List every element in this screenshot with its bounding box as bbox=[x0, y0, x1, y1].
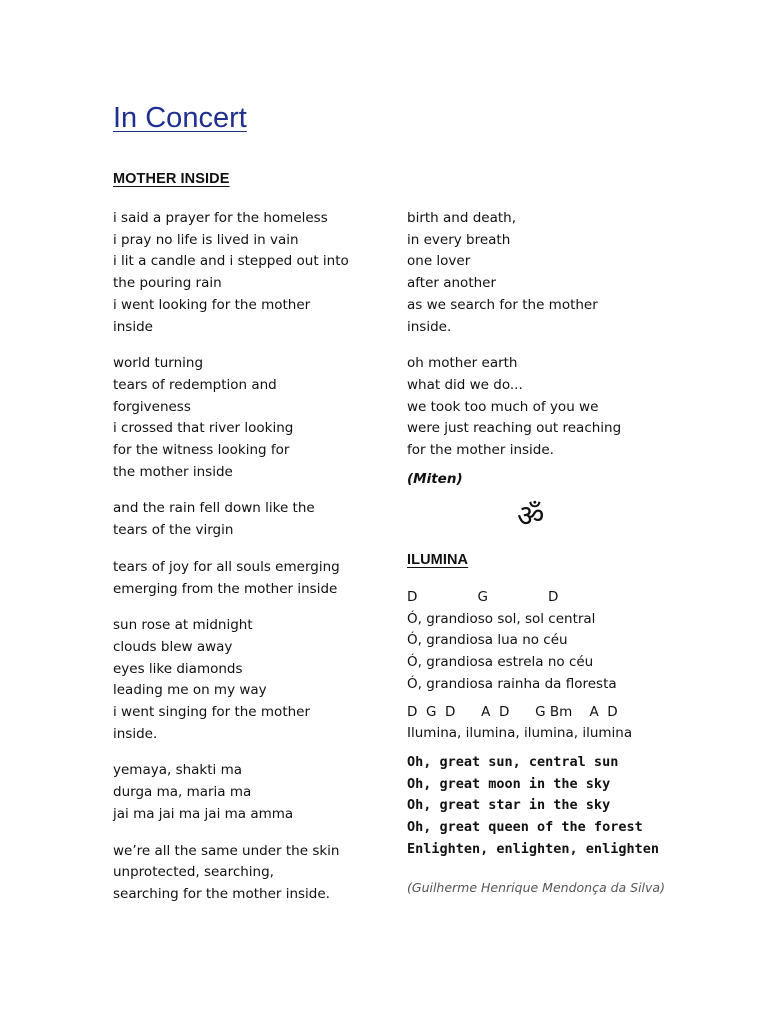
lyric-line: Ó, grandiosa estrela no céu bbox=[407, 654, 594, 671]
stanza bbox=[113, 557, 383, 600]
lyric-line: i lit a candle and i stepped out into bbox=[113, 253, 349, 270]
lyric-line: jai ma jai ma jai ma amma bbox=[113, 805, 294, 822]
stanza bbox=[113, 841, 383, 906]
chord-line: D G D A D G Bm A D bbox=[407, 703, 618, 720]
lyric-line: were just reaching out reaching bbox=[407, 420, 622, 437]
lyric-line: Enlighten, enlighten, enlighten bbox=[407, 840, 659, 857]
lyric-line: inside bbox=[113, 318, 153, 335]
lyric-line: tears of joy for all souls emerging bbox=[113, 558, 340, 575]
lyric-line: Ó, grandiosa lua no céu bbox=[407, 632, 568, 649]
lyric-line: for the mother inside. bbox=[407, 442, 554, 459]
song-title-mother-inside: MOTHER INSIDE bbox=[113, 171, 230, 187]
stanza bbox=[113, 615, 383, 745]
right-lyrics-column bbox=[407, 208, 677, 487]
lyric-line: one lover bbox=[407, 253, 471, 270]
lyric-line: the mother inside bbox=[113, 463, 233, 480]
stanza bbox=[407, 609, 707, 696]
lyric-line: unprotected, searching, bbox=[113, 864, 274, 881]
lyric-line: Ilumina, ilumina, ilumina, ilumina bbox=[407, 725, 633, 742]
lyric-line: emerging from the mother inside bbox=[113, 580, 338, 597]
lyric-line: we’re all the same under the skin bbox=[113, 842, 340, 859]
stanza bbox=[113, 498, 383, 541]
lyric-line: inside. bbox=[407, 318, 452, 335]
lyric-line: oh mother earth bbox=[407, 355, 518, 372]
song-credit-guilherme: (Guilherme Henrique Mendonça da Silva) bbox=[407, 880, 665, 896]
lyric-line: the pouring rain bbox=[113, 275, 222, 292]
lyric-line: birth and death, bbox=[407, 210, 516, 226]
lyric-line: after another bbox=[407, 275, 497, 292]
lyric-line: inside. bbox=[113, 725, 158, 742]
stanza bbox=[113, 760, 383, 825]
stanza bbox=[407, 353, 677, 462]
english-translation bbox=[407, 752, 707, 861]
stanza bbox=[407, 208, 677, 338]
om-symbol: ॐ bbox=[517, 499, 545, 534]
lyric-line: i crossed that river looking bbox=[113, 420, 294, 437]
lyric-line: yemaya, shakti ma bbox=[113, 762, 243, 779]
lyric-line: forgiveness bbox=[113, 398, 191, 415]
lyric-line: i went singing for the mother bbox=[113, 704, 311, 721]
lyric-line: and the rain fell down like the bbox=[113, 500, 315, 517]
lyric-line: as we search for the mother bbox=[407, 296, 598, 313]
left-lyrics-column bbox=[113, 208, 383, 906]
lyric-line: i said a prayer for the homeless bbox=[113, 210, 328, 226]
lyric-line: Oh, great moon in the sky bbox=[407, 775, 611, 792]
lyric-line: Oh, great queen of the forest bbox=[407, 819, 643, 836]
lyric-line: i pray no life is lived in vain bbox=[113, 231, 299, 248]
lyric-line: sun rose at midnight bbox=[113, 617, 253, 634]
stanza bbox=[113, 353, 383, 483]
song-title-ilumina: ILUMINA bbox=[407, 552, 469, 568]
lyric-line: clouds blew away bbox=[113, 638, 233, 655]
lyric-line: Oh, great star in the sky bbox=[407, 797, 611, 814]
lyric-line: what did we do... bbox=[407, 376, 523, 393]
lyric-line: in every breath bbox=[407, 231, 511, 248]
song-credit-miten: (Miten) bbox=[407, 470, 463, 487]
lyric-line: searching for the mother inside. bbox=[113, 885, 330, 902]
stanza bbox=[113, 208, 383, 338]
lyric-line: Oh, great sun, central sun bbox=[407, 753, 619, 770]
stanza bbox=[407, 723, 707, 745]
page-title: In Concert bbox=[113, 102, 247, 134]
lyric-line: leading me on my way bbox=[113, 682, 267, 699]
lyric-line: Ó, grandioso sol, sol central bbox=[407, 610, 596, 627]
lyric-line: tears of redemption and bbox=[113, 376, 277, 393]
lyric-line: durga ma, maria ma bbox=[113, 784, 252, 801]
lyric-line: we took too much of you we bbox=[407, 398, 599, 415]
lyric-line: i went looking for the mother bbox=[113, 296, 311, 313]
lyric-line: Ó, grandiosa rainha da floresta bbox=[407, 675, 617, 692]
chord-line: D G D bbox=[407, 589, 559, 605]
lyric-line: tears of the virgin bbox=[113, 522, 234, 539]
lyric-line: eyes like diamonds bbox=[113, 660, 243, 677]
ilumina-column bbox=[407, 587, 707, 895]
lyric-line: world turning bbox=[113, 355, 204, 372]
lyric-line: for the witness looking for bbox=[113, 442, 290, 459]
